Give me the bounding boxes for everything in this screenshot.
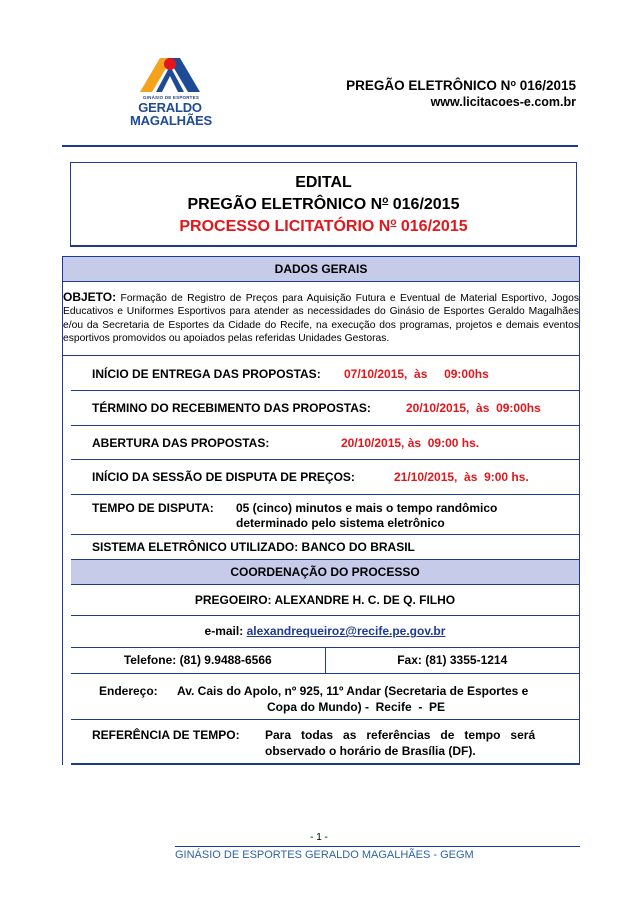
tempo-line2: determinado pelo sistema eletrônico — [236, 516, 445, 531]
header-divider — [62, 145, 578, 147]
inicio-value: 07/10/2015, às 09:00hs — [344, 367, 489, 382]
objeto-paragraph — [63, 282, 579, 356]
referencia-line1: Para todas as referências de tempo será — [265, 728, 536, 743]
row-referencia — [71, 720, 579, 765]
tempo-label: TEMPO DE DISPUTA: — [92, 501, 214, 516]
dados-table — [62, 256, 580, 765]
logo-name-line1: GERALDO — [138, 100, 202, 115]
row-sistema — [71, 535, 579, 560]
referencia-line2: observado o horário de Brasília (DF). — [265, 744, 476, 759]
page-number: - 1 - — [310, 832, 328, 843]
row-inicio-entrega — [71, 356, 579, 391]
abertura-label: ABERTURA DAS PROPOSTAS: — [92, 436, 270, 451]
endereco-line2: Copa do Mundo) - Recife - PE — [267, 700, 445, 715]
logo-name-line2: MAGALHÃES — [130, 113, 212, 128]
title-processo: PROCESSO LICITATÓRIO $N^o$ 016/2015 — [179, 217, 468, 235]
title-edital: EDITAL — [295, 174, 352, 191]
objeto-label: OBJETO: — [63, 290, 117, 304]
sessao-label: INÍCIO DA SESSÃO DE DISPUTA DE PREÇOS: — [92, 470, 355, 485]
termino-label: TÉRMINO DO RECEBIMENTO DAS PROPOSTAS: — [92, 401, 371, 416]
row-contacts — [71, 648, 579, 674]
sessao-value: 21/10/2015, às 9:00 hs. — [394, 470, 529, 485]
footer-divider — [175, 846, 580, 847]
email-link[interactable]: alexandrequeiroz@recife.pe.gov.br — [246, 624, 446, 639]
coordenacao-heading: COORDENAÇÃO DO PROCESSO — [71, 560, 579, 585]
fax-text: Fax: (81) 3355-1214 — [397, 653, 508, 668]
logo-subtitle: GINÁSIO DE ESPORTES — [142, 95, 200, 100]
org-logo — [130, 52, 210, 132]
tempo-line1: 05 (cinco) minutos e mais o tempo randômico — [236, 501, 498, 516]
footer-org: GINÁSIO DE ESPORTES GERALDO MAGALHÃES - GEGM — [175, 849, 474, 861]
sistema-text: SISTEMA ELETRÔNICO UTILIZADO: BANCO DO BRASIL — [92, 540, 415, 555]
row-termino-recebimento — [71, 391, 579, 426]
row-tempo-disputa — [71, 495, 579, 535]
row-inicio-sessao — [71, 460, 579, 495]
email-label: e-mail: — [204, 624, 247, 639]
row-abertura — [71, 426, 579, 460]
title-pregao: PREGÃO ELETRÔNICO $N^o$ 016/2015 — [187, 195, 460, 213]
dados-gerais-heading: DADOS GERAIS — [63, 257, 579, 282]
row-endereco — [71, 674, 579, 720]
objeto-text: Formação de Registro de Preços para Aquisição Futura e Eventual de Material Esportivo, Jogos Educativos e Uniformes Esportivos para atender as necessidades do Ginásio de Esportes Geraldo Magalhães e/ou da Secretaria de Esportes da Cidade do Recife, na execução dos programas, projetos e demais eventos esportivos promovidos ou apoiados pelas referidas Unidades Gestoras. — [63, 293, 579, 344]
referencia-label: REFERÊNCIA DE TEMPO: — [92, 728, 240, 743]
logo-emblem-icon — [138, 52, 202, 96]
header-website: www.licitacoes-e.com.br — [430, 95, 576, 109]
row-pregoeiro: PREGOEIRO: ALEXANDRE H. C. DE Q. FILHO — [71, 585, 579, 616]
endereco-line1: Av. Cais do Apolo, nº 925, 11º Andar (Secretaria de Esportes e — [177, 684, 529, 699]
row-email — [71, 616, 579, 648]
abertura-value: 20/10/2015, às 09:00 hs. — [341, 436, 480, 451]
header-pregao: PREGÃO ELETRÔNICO $N^o$ 016/2015 — [346, 78, 576, 93]
termino-value: 20/10/2015, às 09:00hs — [406, 401, 541, 416]
telefone-text: Telefone: (81) 9.9488-6566 — [71, 648, 326, 673]
title-box — [70, 162, 577, 247]
endereco-label: Endereço: — [99, 684, 158, 699]
inicio-label: INÍCIO DE ENTREGA DAS PROPOSTAS: — [92, 367, 321, 382]
